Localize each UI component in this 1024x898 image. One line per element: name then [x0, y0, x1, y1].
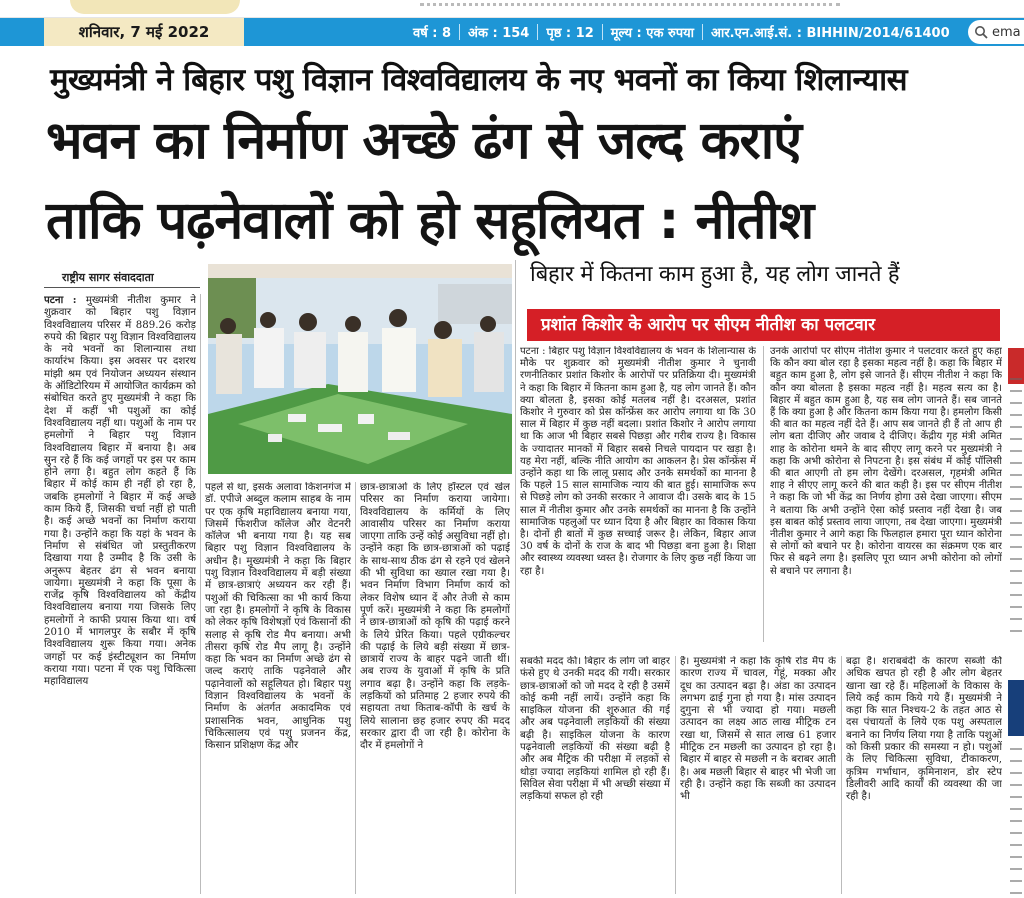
search-icon[interactable] — [974, 25, 988, 39]
masthead-text-fragment — [420, 0, 840, 6]
edition-price: मूल्य : एक रुपया — [610, 26, 695, 41]
adjacent-text-lines — [1010, 748, 1022, 898]
masthead-logo-fragment — [70, 0, 240, 14]
headline-line-2: ताकि पढ़नेवालों को हो सहूलियत : नीतीश — [46, 191, 814, 251]
column-divider — [675, 656, 676, 894]
article-kicker: मुख्यमंत्री ने बिहार पशु विज्ञान विश्वविद्यालय के नए भवनों का किया शिलान्यास — [50, 62, 908, 98]
column-divider — [200, 294, 201, 894]
column-divider — [841, 656, 842, 894]
column-divider — [515, 260, 516, 894]
edition-date: शनिवार, 7 मई 2022 — [44, 18, 244, 46]
article-column-1 — [44, 294, 196, 894]
article-photo — [208, 264, 512, 474]
article-column-6: बढ़ा है। शराबबंदी के कारण सब्जी की अधिक खपत हो रही है और लोग बेहतर खाना खा रहे हैं। महिलाओं के विकास के लिये कई काम किये गये हैं। मुख्यमंत्री ने कहा कि सात निश्चय-2 के तहत आठ से दस पंचायतों के लिये एक पशु अस्पताल बनाने का निर्णय लिया गया है ताकि पशुओं को किसी प्रकार की समस्या न हो। पशुओं के लिए चिकित्सा सुविधा, टीकाकरण, कृत्रिम गर्भाधान, कृमिनाशन, डोर स्टेप डिलीवरी आदि कार्यों की व्यवस्था की जा रही है। — [846, 656, 1002, 803]
edition-rni: आर.एन.आई.सं. : BIHHIN/2014/61400 — [711, 26, 950, 41]
byline: राष्ट्रीय सागर संवाददाता — [62, 271, 154, 284]
sub-story-column-1: पटना : बिहार पशु विज्ञान विश्वविद्यालय के भवन के शिलान्यास के मौके पर शुक्रवार को मुख्यमंत्री नीतीश कुमार ने चुनावी रणनीतिकार प्रशांत किशोर के आरोपों पर प्रतिक्रिया दी। मुख्यमंत्री ने कहा कि बिहार में कितना काम हुआ है, यह लोग जानते हैं। कौन क्या बोलता है, इसका कोई मतलब नहीं है। दरअसल, प्रशांत किशोर ने गुरुवार को प्रेस कॉन्फ्रेंस कर आरोप लगाया था कि 30 साल में बिहार में कुछ नहीं बदला। प्रशांत किशोर ने आरोप लगाया था कि आज भी बिहार सबसे पिछड़ा और गरीब राज्य है। विकास के ज्यादातर मानकों में बिहार सबसे निचले पायदान पर खड़ा है। यह मेरा नहीं, बल्कि नीति आयोग का आकलन है। प्रेस कॉन्फ्रेंस में उन्होंने कहा था कि लालू प्रसाद और उनके समर्थकों का मानना है कि पहले 15 साल सामाजिक न्याय की बात हुई। सामाजिक रूप से पिछड़े लोग को उनकी सरकार ने आवाज दी। उसके बाद के 15 साल में नीतीश कुमार और उनके समर्थकों का मानना है कि उन्होंने सामाजिक पहलुओं पर ध्यान दिया है और बिहार का विकास किया है। दोनों ही बातों में कुछ सच्चाई जरूर है। लेकिन, बिहार आज 30 वर्ष के दोनों के राज के बाद भी पिछड़ा बना हुआ है। शिक्षा और स्वास्थ्य व्यवस्था ध्वस्त है। रोजगार के लिए कुछ नहीं किया जा रहा है। — [520, 346, 756, 577]
red-highlight-band: प्रशांत किशोर के आरोप पर सीएम नीतीश का पलटवार — [527, 309, 1000, 341]
masthead-strip — [0, 0, 1024, 18]
edition-issue: अंक : 154 — [468, 26, 530, 41]
search-email-pill[interactable] — [968, 20, 1024, 44]
edition-pages: पृष्ठ : 12 — [546, 26, 594, 41]
article-column-3: छात्र-छात्राओं के लिए हॉस्टल एवं खेल परिसर का निर्माण कराया जायेगा। विश्वविद्यालय के कर्मियों के लिए आवासीय परिसर का निर्माण कराया जाएगा ताकि उन्हें कोई असुविधा नहीं हो। उन्होंने कहा कि छात्र-छात्राओं को पढ़ाई के साथ-साथ ठीक ढंग से रहने एवं खेलने की भी सुविधा का ख्याल रखा गया है। भवन निर्माण विभाग निर्माण कार्य को लेकर विशेष ध्यान दें और तेजी से काम पूर्ण करें। मुख्यमंत्री ने कहा कि हमलोगों ने छात्र-छात्राओं को कृषि की पढ़ाई करने के लिये प्रेरित किया। पहले एग्रीकल्चर की पढ़ाई के लिये बड़ी संख्या में छात्र-छात्रायें राज्य के बाहर पढ़ने जाती थीं। अब राज्य के युवाओं में कृषि के प्रति लगाव बढ़ा है। उन्होंने कहा कि लड़के-लड़कियों को प्रतिमाह 2 हजार रुपये की सहायता तथा किताब-कॉपी के खर्च के लिये सालाना छह हजार रुपए की मदद सरकार द्वारा दी जा रही है। कोरोना के दौर में हमलोगों ने — [360, 482, 510, 752]
sub-headline: बिहार में कितना काम हुआ है, यह लोग जानते हैं — [530, 262, 900, 287]
byline-rule — [44, 287, 200, 288]
headline-line-1: भवन का निर्माण अच्छे ढंग से जल्द कराएं — [46, 111, 802, 171]
sub-story-column-2: उनके आरोपों पर सीएम नीतीश कुमार ने पलटवार करते हुए कहा कि कौन क्या बोल रहा है इसका महत्व नहीं है। कहा कि बिहार में बहुत काम हुआ है, लोग इसे जानते हैं। सीएम नीतीश ने कहा कि कौन क्या बोलता है इसका महत्व नहीं है। महत्व सत्य का है। बिहार में बहुत काम हुआ है, यह सब लोग जानते हैं। सब जानते हैं कि क्या हुआ है और कितना काम किया गया है। हमलोग किसी की बात का महत्व नहीं देते हैं। आप सब जानते ही हैं तो आप ही लोग बता दीजिए और जवाब दे दीजिए। केंद्रीय गृह मंत्री अमित शाह के कोरोना थमने के बाद सीएए लागू करने पर मुख्यमंत्री ने कहा कि अभी कोरोना से निपटना है। इस संबंध में कोई पॉलिसी की बात आएगी तो हम लोग देखेंगे। दरअसल, गृहमंत्री अमित शाह ने सीएए लागू करने की बात कही है। इस पर सीएम नीतीश ने कहा कि जो भी केंद्र का निर्णय होगा उसे देखा जाएगा। सीएम ने बताया कि अभी उन्होंने ऐसा कोई प्रस्ताव नहीं देखा है। जब इस बाबत कोई प्रस्ताव लाया जाएगा, तब देखा जाएगा। मुख्यमंत्री नीतीश कुमार ने आगे कहा कि फिलहाल हमारा पूरा ध्यान कोरोना से लोगों को बचाने पर है। कोरोना वायरस का संक्रमण एक बार फिर से बढ़ने लगा है। इसलिए पूरा ध्यान अभी कोरोना को लोगों से बचाने पर लगाना है। — [770, 346, 1002, 577]
article-column-2: पहले से था, इसके अलावा किशनगंज में डॉ. एपीजे अब्दुल कलाम साहब के नाम पर एक कृषि महाविद्यालय बनाया गया, जिसमें फिशरीज कॉलेज और वेटनरी कॉलेज भी बनाया गया है। यह सब बिहार पशु विज्ञान विश्वविद्यालय के अधीन है। मुख्यमंत्री ने कहा कि बिहार पशु विज्ञान विश्वविद्यालय में बड़ी संख्या में छात्र-छात्राएं अध्ययन कर रही हैं। पशुओं की चिकित्सा का भी कार्य किया जा रहा है। हमलोगों ने कृषि के विकास को लेकर कृषि विशेषज्ञों एवं किसानों की सलाह से कृषि रोड मैप बनाया। अभी तीसरा कृषि रोड मैप लागू है। उन्होंने कहा कि भवन का निर्माण अच्छे ढंग से जल्द कराएं ताकि पढ़नेवाले और पढ़ानेवालों को सहूलियत हो। बिहार पशु विज्ञान विश्वविद्यालय के भवनों के निर्माण के अंतर्गत अकादमिक एवं प्रशासनिक भवन, आधुनिक पशु चिकित्सालय एवं पशु प्रजनन केंद्र, किसान प्रशिक्षण केंद्र और — [205, 482, 351, 752]
email-label: ema — [992, 24, 1021, 40]
adjacent-text-lines — [1010, 378, 1022, 638]
adjacent-article-fragment — [1008, 48, 1024, 898]
dateline: पटना : — [44, 294, 77, 306]
edition-year: वर्ष : 8 — [413, 26, 452, 41]
adjacent-blue-box — [1008, 680, 1024, 736]
edition-meta — [405, 18, 958, 46]
article-column-5: हैं। मुख्यमंत्री ने कहा कि कृषि रोड मैप के कारण राज्य में चावल, गेहूं, मक्का और दूध का उत्पादन बढ़ा है। अंडा का उत्पादन लगभग ढाई गुना हो गया है। मांस उत्पादन दुगुना से भी ज्यादा हो गया। मछली उत्पादन का लक्ष्य आठ लाख मीट्रिक टन रखा था, जिसमें से सात लाख 61 हजार मीट्रिक टन मछली का उत्पादन हो रहा है। बिहार में बाहर से मछली न के बराबर आती है। अब मछली बिहार से बाहर भी भेजी जा रही है। उन्होंने कहा कि सब्जी का उत्पादन भी — [680, 656, 836, 803]
column-divider — [763, 346, 764, 642]
article-column-4: सबकी मदद की। बिहार के लोग जो बाहर फंसे हुए थे उनकी मदद की गयी। सरकार छात्र-छात्राओं को जो मदद दे रही है उसमें कोई कमी नहीं लायें। उन्होंने कहा कि साइकिल योजना की शुरुआत की गई और अब पढ़नेवाली लड़कियों की संख्या बढ़ी है। साइकिल योजना के कारण पढ़नेवाली लड़कियों की संख्या बढ़ी है और अब मैट्रिक की परीक्षा में लड़कों से थोड़ा ज्यादा लड़कियां शामिल हो रही हैं। सिविल सेवा परीक्षा में भी अच्छी संख्या में लड़कियां सफल हो रही — [520, 656, 670, 803]
column-divider — [355, 482, 356, 894]
column-1-text: मुख्यमंत्री नीतीश कुमार ने शुक्रवार को बिहार पशु विज्ञान विश्वविद्यालय परिसर में 889.26 करोड़ रुपये की बिहार पशु विज्ञान विश्वविद्यालय के नये भवनों का शिलान्यास तथा कार्यारंभ किया। इस अवसर पर दशरथ मांझी श्रम एवं नियोजन अध्ययन संस्थान के ऑडिटोरियम में आयोजित कार्यक्रम को संबोधित करते हुए मुख्यमंत्री ने कहा कि देश में कहीं भी पशुओं का कोई विश्वविद्यालय नहीं था। पशुओं के नाम पर हमलोगों ने बिहार पशु विज्ञान विश्वविद्यालय बिहार में बनाया है। अब सुन रहे हैं कि कई जगहों पर इस पर काम होने लगा है। बहुत लोग कहते हैं कि बिहार में कोई काम ही नहीं हो रहा है, जबकि हमलोगों ने बिहार में कई अच्छे काम किये हैं, जिसकी चर्चा नहीं हो पाती है। कई अच्छे भवनों का निर्माण कराया गया है। उन्होंने कहा कि यहां के भवन के निर्माण से संबंधित जो प्रस्तुतीकरण दिखाया गया है उम्मीद है कि उसी के अनुरूप बेहतर ढंग से भवन बनाया जायेगा। मुख्यमंत्री ने कहा कि पूसा के राजेंद्र कृषि विश्वविद्यालय को केंद्रीय विश्वविद्यालय बनाया गया जिसके लिए हमलोगों ने काफी प्रयास किया था। वर्ष 2010 में भागलपुर के सबौर में कृषि विश्वविद्यालय शुरू किया गया। अनेक जगहों पर कई इंस्टीट्यूशन का निर्माण कराया गया। पटना में एक पशु चिकित्सा महाविद्यालय — [44, 295, 196, 688]
